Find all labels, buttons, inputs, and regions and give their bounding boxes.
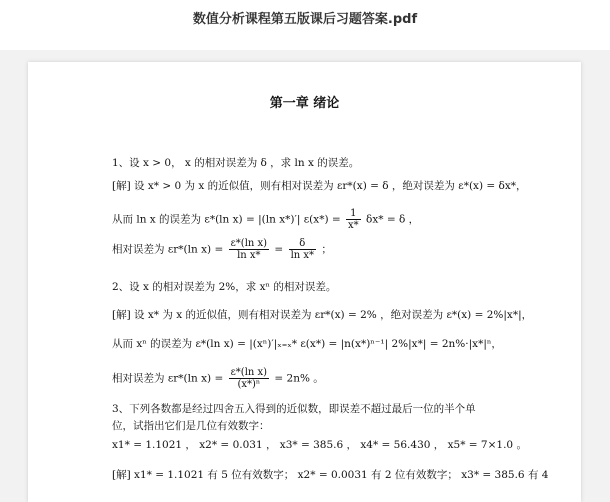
fraction: $\frac{\text{ε*(ln x)}}{\text{ln x*}}$	[230, 238, 268, 261]
fraction: $\frac{\text{ε*(ln x)}}{\text{(x*)ⁿ}}$	[230, 367, 268, 390]
fraction: $\frac{\delta}{\text{ln x*}}$	[290, 238, 315, 261]
problem-2-error-line: 从而 xⁿ 的误差为 ε*(ln x) = |(xⁿ)′|ₓ₌ₓ* ε(x*) = |n(x*)ⁿ⁻¹| 2%|x*| = 2n%·|x*|ⁿ，	[112, 338, 502, 350]
problem-3-question: 3、下列各数都是经过四舍五入得到的近似数，即误差不超过最后一位的半个单	[112, 403, 476, 415]
problem-2-solution: [解] 设 x* 为 x 的近似值，则有相对误差为 εr*(x) = 2% ，绝对误差为 ε*(x) = 2%|x*|，	[112, 309, 533, 321]
problem-2-question: 2、设 x 的相对误差为 2%，求 xⁿ 的相对误差。	[112, 281, 337, 293]
pdf-page	[28, 62, 581, 502]
problem-1-question: 1、设 x > 0， x 的相对误差为 δ ，求 ln x 的误差。	[112, 157, 360, 169]
chapter-title: 第一章 绪论	[269, 96, 340, 111]
problem-3-values: x1* = 1.1021 ， x2* = 0.031 ， x3* = 385.6 ， x4* = 56.430 ， x5* = 7×1.0 。	[112, 439, 527, 451]
problem-1-relative-line: 相对误差为 εr*(ln x) = $\frac{\text{ε*(ln x)}}{\text{ln x*}}$ = $\frac{\delta}{\text{ln x*}}$ ；	[112, 238, 332, 261]
fraction: $\frac{1}{x*}$	[348, 208, 359, 231]
problem-1-solution: [解] 设 x* > 0 为 x 的近似值，则有相对误差为 εr*(x) = δ ，绝对误差为 ε*(x) = δx*，	[112, 180, 527, 192]
error-text: 从而 ln x 的误差为 ε*(ln x) = |(ln x*)′| ε(x*) =	[112, 213, 341, 226]
problem-3-question-cont: 位，试指出它们是几位有效数字：	[112, 420, 270, 432]
document-title: 数值分析课程第五版课后习题答案.pdf	[192, 11, 418, 27]
problem-1-error-line: 从而 ln x 的误差为 ε*(ln x) = |(ln x*)′| ε(x*) = $\frac{1}{x*}$ δx* = δ ，	[112, 208, 420, 231]
problem-3-solution: [解] x1* = 1.1021 有 5 位有效数字； x2* = 0.0031 有 2 位有效数字； x3* = 385.6 有 4	[112, 469, 549, 481]
viewer-header	[0, 0, 610, 50]
problem-2-relative-line: 相对误差为 εr*(ln x) = $\frac{\text{ε*(ln x)}}{\text{(x*)ⁿ}}$ = 2n% 。	[112, 367, 324, 390]
